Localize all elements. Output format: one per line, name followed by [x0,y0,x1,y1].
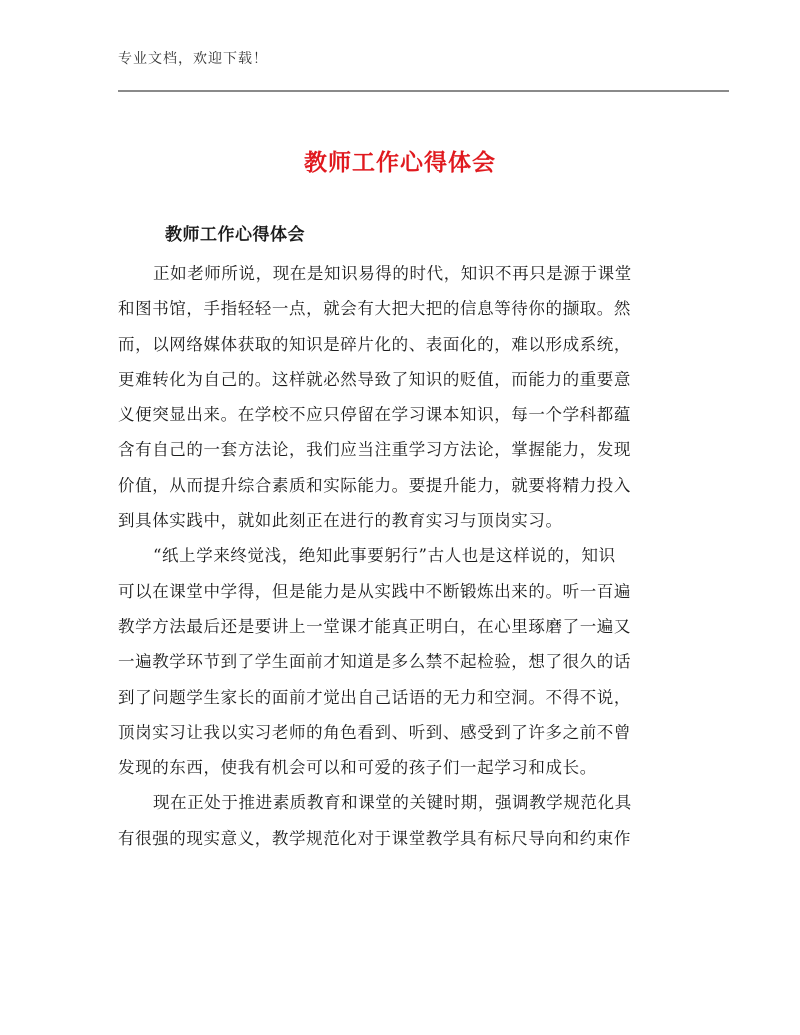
paragraph-2-line: “纸上学来终觉浅，绝知此事要躬行”古人也是这样说的，知识 [153,546,616,566]
header-text: 专业文档，欢迎下载！ [118,51,268,67]
paragraph-3-line: 现在正处于推进素质教育和课堂的关键时期，强调教学规范化具 [153,793,632,813]
document-title: 教师工作心得体会 [304,150,496,176]
header-divider [118,90,729,92]
paragraph-1-line: 而，以网络媒体获取的知识是碎片化的、表面化的，难以形成系统， [118,334,631,354]
paragraph-1-line: 含有自己的一套方法论，我们应当注重学习方法论，掌握能力，发现 [118,440,631,460]
document-subtitle: 教师工作心得体会 [165,225,305,245]
paragraph-2-line: 教学方法最后还是要讲上一堂课才能真正明白，在心里琢磨了一遍又 [118,616,631,636]
paragraph-1-line: 到具体实践中，就如此刻正在进行的教育实习与顶岗实习。 [118,511,563,531]
document-body [118,256,673,856]
paragraph-2-line: 顶岗实习让我以实习老师的角色看到、听到、感受到了许多之前不曾 [118,722,631,742]
paragraph-2-line: 一遍教学环节到了学生面前才知道是多么禁不起检验，想了很久的话 [118,652,631,672]
paragraph-1-line: 更难转化为自己的。这样就必然导致了知识的贬值，而能力的重要意 [118,369,631,389]
paragraph-2-line: 发现的东西，使我有机会可以和可爱的孩子们一起学习和成长。 [118,758,597,778]
paragraph-1-line: 正如老师所说，现在是知识易得的时代，知识不再只是源于课堂 [153,264,632,283]
paragraph-2-line: 到了问题学生家长的面前才觉出自己话语的无力和空洞。不得不说， [118,687,631,707]
paragraph-2-line: 可以在课堂中学得，但是能力是从实践中不断锻炼出来的。听一百遍 [118,581,631,601]
paragraph-1-line: 价值，从而提升综合素质和实际能力。要提升能力，就要将精力投入 [118,475,631,495]
paragraph-1-line: 和图书馆，手指轻轻一点，就会有大把大把的信息等待你的撷取。然 [118,299,631,319]
paragraph-3-line: 有很强的现实意义，教学规范化对于课堂教学具有标尺导向和约束作 [118,828,631,848]
paragraph-1-line: 义便突显出来。在学校不应只停留在学习课本知识，每一个学科都蕴 [118,405,631,425]
